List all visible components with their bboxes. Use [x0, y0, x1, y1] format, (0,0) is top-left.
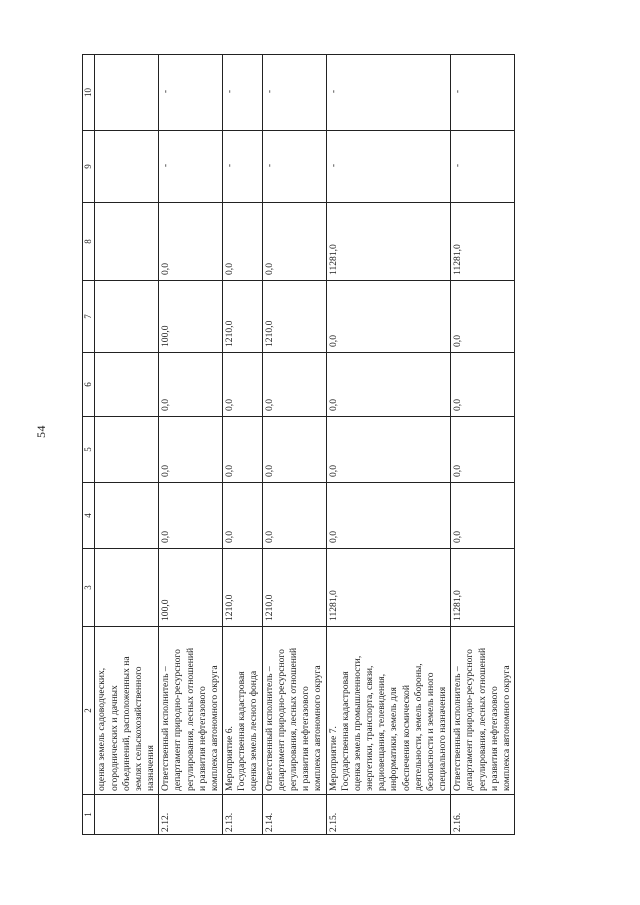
value-cell-col-6: 0,0: [262, 353, 326, 417]
value-cell-col-4: [95, 483, 159, 549]
value-cell-col-8: 0,0: [159, 203, 223, 281]
value-cell-col-6: 0,0: [159, 353, 223, 417]
table-row: [159, 55, 223, 835]
description-line: оценка земель лесного фонда: [248, 670, 260, 791]
table-row: [223, 55, 263, 835]
description-line: Государственная кадастровая: [236, 671, 248, 791]
page-number: 54: [34, 425, 48, 438]
value-cell-col-7: 0,0: [326, 281, 451, 353]
description-line: Мероприятие 6.: [224, 726, 236, 791]
value-cell-col-8: 0,0: [262, 203, 326, 281]
value-cell-col-4: 0,0: [326, 483, 451, 549]
column-header-4: 4: [83, 483, 95, 549]
description-line: назначения: [145, 745, 157, 791]
value-cell-col-10: -: [326, 55, 451, 131]
value-cell-col-7: 0,0: [451, 281, 515, 353]
value-cell-col-8: 0,0: [223, 203, 263, 281]
value-cell-col-7: [95, 281, 159, 353]
description-line: департамент природно-ресурсного: [275, 649, 287, 791]
value-cell-col-5: 0,0: [262, 417, 326, 483]
column-header-5: 5: [83, 417, 95, 483]
column-header-1: 1: [83, 795, 95, 835]
value-cell-col-9: -: [326, 131, 451, 203]
value-cell-col-3: 100,0: [159, 549, 223, 627]
value-cell-col-10: -: [451, 55, 515, 131]
value-cell-col-10: -: [223, 55, 263, 131]
description-line: Ответственный исполнитель –: [160, 666, 172, 791]
value-cell-col-8: 11281,0: [451, 203, 515, 281]
row-description: [159, 627, 223, 795]
value-cell-col-3: 1210,0: [262, 549, 326, 627]
value-cell-col-4: 0,0: [262, 483, 326, 549]
row-index: 2.15.: [326, 795, 451, 835]
value-cell-col-6: 0,0: [326, 353, 451, 417]
table-header-row: [83, 55, 95, 835]
description-line: Государственная кадастровая: [339, 671, 351, 791]
value-cell-col-4: 0,0: [223, 483, 263, 549]
row-description: [95, 627, 159, 795]
row-description: [223, 627, 263, 795]
row-description: [262, 627, 326, 795]
table-row: [262, 55, 326, 835]
description-line: информатики, земель для: [388, 687, 400, 791]
description-line: оценка земель промышленности,: [351, 655, 363, 791]
row-index: 2.12.: [159, 795, 223, 835]
value-cell-col-8: 11281,0: [326, 203, 451, 281]
value-cell-col-3: 11281,0: [326, 549, 451, 627]
description-line: комплекса автономного округа: [208, 665, 220, 791]
value-cell-col-6: 0,0: [451, 353, 515, 417]
table-row: [95, 55, 159, 835]
value-cell-col-3: 1210,0: [223, 549, 263, 627]
value-cell-col-9: -: [262, 131, 326, 203]
value-cell-col-4: 0,0: [159, 483, 223, 549]
description-line: регулирования, лесных отношений: [288, 647, 299, 791]
description-line: землях сельскохозяйственного: [132, 666, 144, 791]
value-cell-col-5: [95, 417, 159, 483]
description-line: комплекса автономного округа: [500, 665, 512, 791]
row-description: [451, 627, 515, 795]
value-cell-col-8: [95, 203, 159, 281]
column-header-7: 7: [83, 281, 95, 353]
value-cell-col-5: 0,0: [451, 417, 515, 483]
description-line: Ответственный исполнитель –: [452, 666, 464, 791]
row-index: 2.16.: [451, 795, 515, 835]
description-line: и развития нефтегазового: [196, 686, 208, 791]
description-line: комплекса автономного округа: [312, 665, 324, 791]
value-cell-col-9: -: [223, 131, 263, 203]
description-line: Ответственный исполнитель –: [263, 666, 275, 791]
description-line: огороднических и дачных: [108, 685, 120, 791]
value-cell-col-10: [95, 55, 159, 131]
description-line: департамент природно-ресурсного: [172, 649, 184, 791]
value-cell-col-5: 0,0: [223, 417, 263, 483]
row-index: [95, 795, 159, 835]
value-cell-col-6: [95, 353, 159, 417]
value-cell-col-10: -: [262, 55, 326, 131]
description-line: регулирования, лесных отношений: [476, 647, 488, 791]
row-description: [326, 627, 451, 795]
rotated-table-container: [82, 75, 637, 835]
description-line: радиовещания, телевидения,: [376, 673, 388, 791]
description-line: регулирования, лесных отношений: [184, 647, 196, 791]
description-line: объединений, расположенных на: [120, 656, 132, 791]
description-line: обеспечения космической: [400, 685, 412, 791]
value-cell-col-9: -: [159, 131, 223, 203]
row-index: 2.13.: [223, 795, 263, 835]
description-line: и развития нефтегазового: [300, 686, 312, 791]
row-index: 2.14.: [262, 795, 326, 835]
column-header-8: 8: [83, 203, 95, 281]
description-line: департамент природно-ресурсного: [464, 649, 476, 791]
value-cell-col-3: [95, 549, 159, 627]
description-line: Мероприятие 7.: [327, 726, 339, 791]
value-cell-col-3: 11281,0: [451, 549, 515, 627]
column-header-3: 3: [83, 549, 95, 627]
table-row: [451, 55, 515, 835]
description-line: энергетики, транспорта, связи,: [364, 665, 376, 791]
budget-table: [82, 54, 515, 835]
column-header-6: 6: [83, 353, 95, 417]
description-line: оценка земель садоводческих,: [96, 667, 108, 791]
value-cell-col-9: [95, 131, 159, 203]
value-cell-col-10: -: [159, 55, 223, 131]
column-header-2: 2: [83, 627, 95, 795]
column-header-10: 10: [83, 55, 95, 131]
table-row: [326, 55, 451, 835]
value-cell-col-4: 0,0: [451, 483, 515, 549]
description-line: деятельности, земель обороны,: [412, 663, 424, 791]
column-header-9: 9: [83, 131, 95, 203]
value-cell-col-9: -: [451, 131, 515, 203]
value-cell-col-7: 100,0: [159, 281, 223, 353]
value-cell-col-6: 0,0: [223, 353, 263, 417]
value-cell-col-5: 0,0: [326, 417, 451, 483]
value-cell-col-7: 1210,0: [262, 281, 326, 353]
value-cell-col-7: 1210,0: [223, 281, 263, 353]
description-line: специального назначения: [437, 686, 449, 791]
description-line: безопасности и земель иного: [424, 672, 436, 791]
description-line: и развития нефтегазового: [488, 686, 500, 791]
value-cell-col-5: 0,0: [159, 417, 223, 483]
